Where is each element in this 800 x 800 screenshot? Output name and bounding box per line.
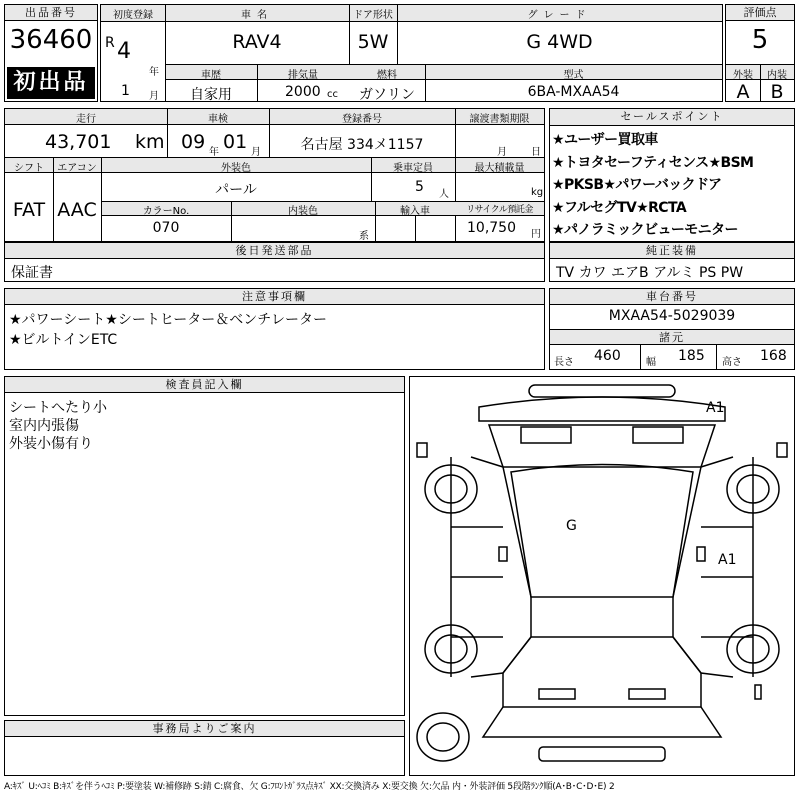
fuel-label: 燃料 xyxy=(377,70,397,81)
chassis-number: MXAA54-5029039 xyxy=(608,308,736,324)
score-box xyxy=(725,4,795,102)
width: 185 xyxy=(678,348,705,364)
later-parts-box xyxy=(4,242,545,282)
sales-point-item: ★パノラミックビューモニター xyxy=(552,222,738,238)
shift-label: シフト xyxy=(14,163,44,174)
recycle-label: リサイクル預託金 xyxy=(466,205,533,215)
first-reg-month: 1 xyxy=(121,83,130,99)
import-label: 輸入車 xyxy=(400,206,430,217)
sales-label: セールスポイント xyxy=(550,109,794,126)
exterior-color: パール xyxy=(215,182,257,198)
sales-point-item: ★PKSB★パワーバックドア xyxy=(552,177,722,193)
era: R xyxy=(105,35,115,51)
load-unit: kg xyxy=(531,187,544,198)
grade-label: グレード xyxy=(527,10,592,21)
shift-value: FAT xyxy=(12,199,46,221)
recycle-fee: 10,750 xyxy=(467,220,516,236)
plate-label: 登録番号 xyxy=(342,114,382,125)
inspector-line: 室内内張傷 xyxy=(9,418,79,434)
first-listing-badge: 初出品 xyxy=(7,67,95,99)
office-label: 事務局よりご案内 xyxy=(5,721,404,737)
car-name-label: 車名 xyxy=(241,10,273,21)
door-type: 5W xyxy=(357,31,389,53)
damage-mark: A1 xyxy=(718,552,737,568)
load-label: 最大積載量 xyxy=(474,163,525,174)
height-label: 高さ xyxy=(722,357,742,368)
chassis-label: 車台番号 xyxy=(550,289,794,305)
mileage-unit: km xyxy=(135,131,165,153)
int-score: B xyxy=(770,81,784,103)
vehicle-info-box xyxy=(100,4,723,102)
sales-point-item: ★ユーザー買取車 xyxy=(552,132,658,148)
inspector-label: 検査員記入欄 xyxy=(5,377,404,393)
insp-month-unit: 月 xyxy=(251,147,261,158)
interior-unit: 系 xyxy=(359,231,369,242)
mileage-label: 走行 xyxy=(76,114,96,125)
sales-point-item: ★トヨタセーフティセンス★BSM xyxy=(552,154,754,171)
transfer-label: 譲渡書類期限 xyxy=(469,114,530,125)
door-label: ドア形状 xyxy=(353,10,393,21)
inspector-box xyxy=(4,376,405,716)
inspection-month: 01 xyxy=(223,131,248,153)
model-code: 6BA-MXAA54 xyxy=(527,84,620,100)
mileage: 43,701 xyxy=(45,131,112,153)
sales-point-item: ★フルセグTV★RCTA xyxy=(552,199,687,216)
transfer-month: 月 xyxy=(497,147,507,158)
height: 168 xyxy=(760,348,787,364)
month-unit: 月 xyxy=(149,91,159,102)
ext-score-label: 外装 xyxy=(733,70,753,81)
history: 自家用 xyxy=(190,87,232,103)
inspection-label: 車検 xyxy=(208,114,228,125)
legend-footer: A:ｷｽﾞ U:ﾍｺﾐ B:ｷｽﾞを伴うﾍｺﾐ P:要塗装 W:補修跡 S:錆 C:腐食、欠 G:ﾌﾛﾝﾄｶﾞﾗｽ点ｷｽﾞ XX:交換済み X:要交換 欠:欠品 内・外装評価 5段階ﾗﾝｸ順(A･B･C･D･E) 2 xyxy=(4,782,615,792)
inspector-line: 外装小傷有り xyxy=(9,436,93,452)
model-label: 型式 xyxy=(563,70,584,81)
notes-line: ★パワーシート★シートヒーター＆ベンチレーター xyxy=(9,312,327,328)
car-name: RAV4 xyxy=(232,31,282,53)
insp-year-unit: 年 xyxy=(209,147,219,158)
interior-label: 内装色 xyxy=(288,206,318,217)
year-unit: 年 xyxy=(149,67,159,78)
sales-points-box xyxy=(549,108,795,242)
int-score-label: 内装 xyxy=(767,70,787,81)
damage-mark: G xyxy=(566,518,577,534)
grade: G 4WD xyxy=(526,31,593,53)
capacity-unit: 人 xyxy=(439,189,449,200)
equipment-label: 純正装備 xyxy=(550,243,794,259)
damage-mark: A1 xyxy=(706,400,725,416)
width-label: 幅 xyxy=(646,357,656,368)
history-label: 車歴 xyxy=(201,70,221,81)
dims-label: 諸元 xyxy=(550,330,794,345)
first-reg-label: 初度登録 xyxy=(113,10,153,21)
fuel: ガソリン xyxy=(359,87,415,103)
notes-label: 注意事項欄 xyxy=(5,289,544,305)
length: 460 xyxy=(594,348,621,364)
equipment-box xyxy=(549,242,795,282)
later-parts: 保証書 xyxy=(11,265,53,281)
transfer-day: 日 xyxy=(531,147,541,158)
ext-score: A xyxy=(736,81,750,103)
aircon-value: AAC xyxy=(57,199,97,221)
score: 5 xyxy=(751,25,769,55)
car-diagram xyxy=(411,377,793,773)
chassis-box xyxy=(549,288,795,370)
length-label: 長さ xyxy=(554,357,574,368)
inspection-year: 09 xyxy=(181,131,206,153)
office-box xyxy=(4,720,405,776)
recycle-unit: 円 xyxy=(531,229,541,240)
notes-line: ★ビルトインETC xyxy=(9,332,118,348)
plate-number: 名古屋 334メ1157 xyxy=(300,137,424,153)
color-number: 070 xyxy=(152,220,180,236)
capacity: 5 xyxy=(415,179,424,195)
equipment: TV カワ エアB アルミ PS PW xyxy=(556,265,744,281)
color-no-label: カラーNo. xyxy=(142,206,190,217)
color-label: 外装色 xyxy=(221,163,251,174)
displacement-label: 排気量 xyxy=(288,70,318,81)
displacement: 2000 xyxy=(285,84,321,100)
lot-number-box xyxy=(4,4,98,102)
notes-box xyxy=(4,288,545,370)
score-label: 評価点 xyxy=(726,5,794,21)
lot-number: 36460 xyxy=(9,25,93,55)
first-reg-year: 4 xyxy=(117,39,131,64)
details-box xyxy=(4,108,545,242)
capacity-label: 乗車定員 xyxy=(393,163,433,174)
inspector-line: シートへたり小 xyxy=(9,400,107,416)
displacement-unit: cc xyxy=(327,89,338,100)
lot-label: 出品番号 xyxy=(5,5,97,21)
later-label: 後日発送部品 xyxy=(5,243,544,259)
aircon-label: エアコン xyxy=(57,163,97,174)
